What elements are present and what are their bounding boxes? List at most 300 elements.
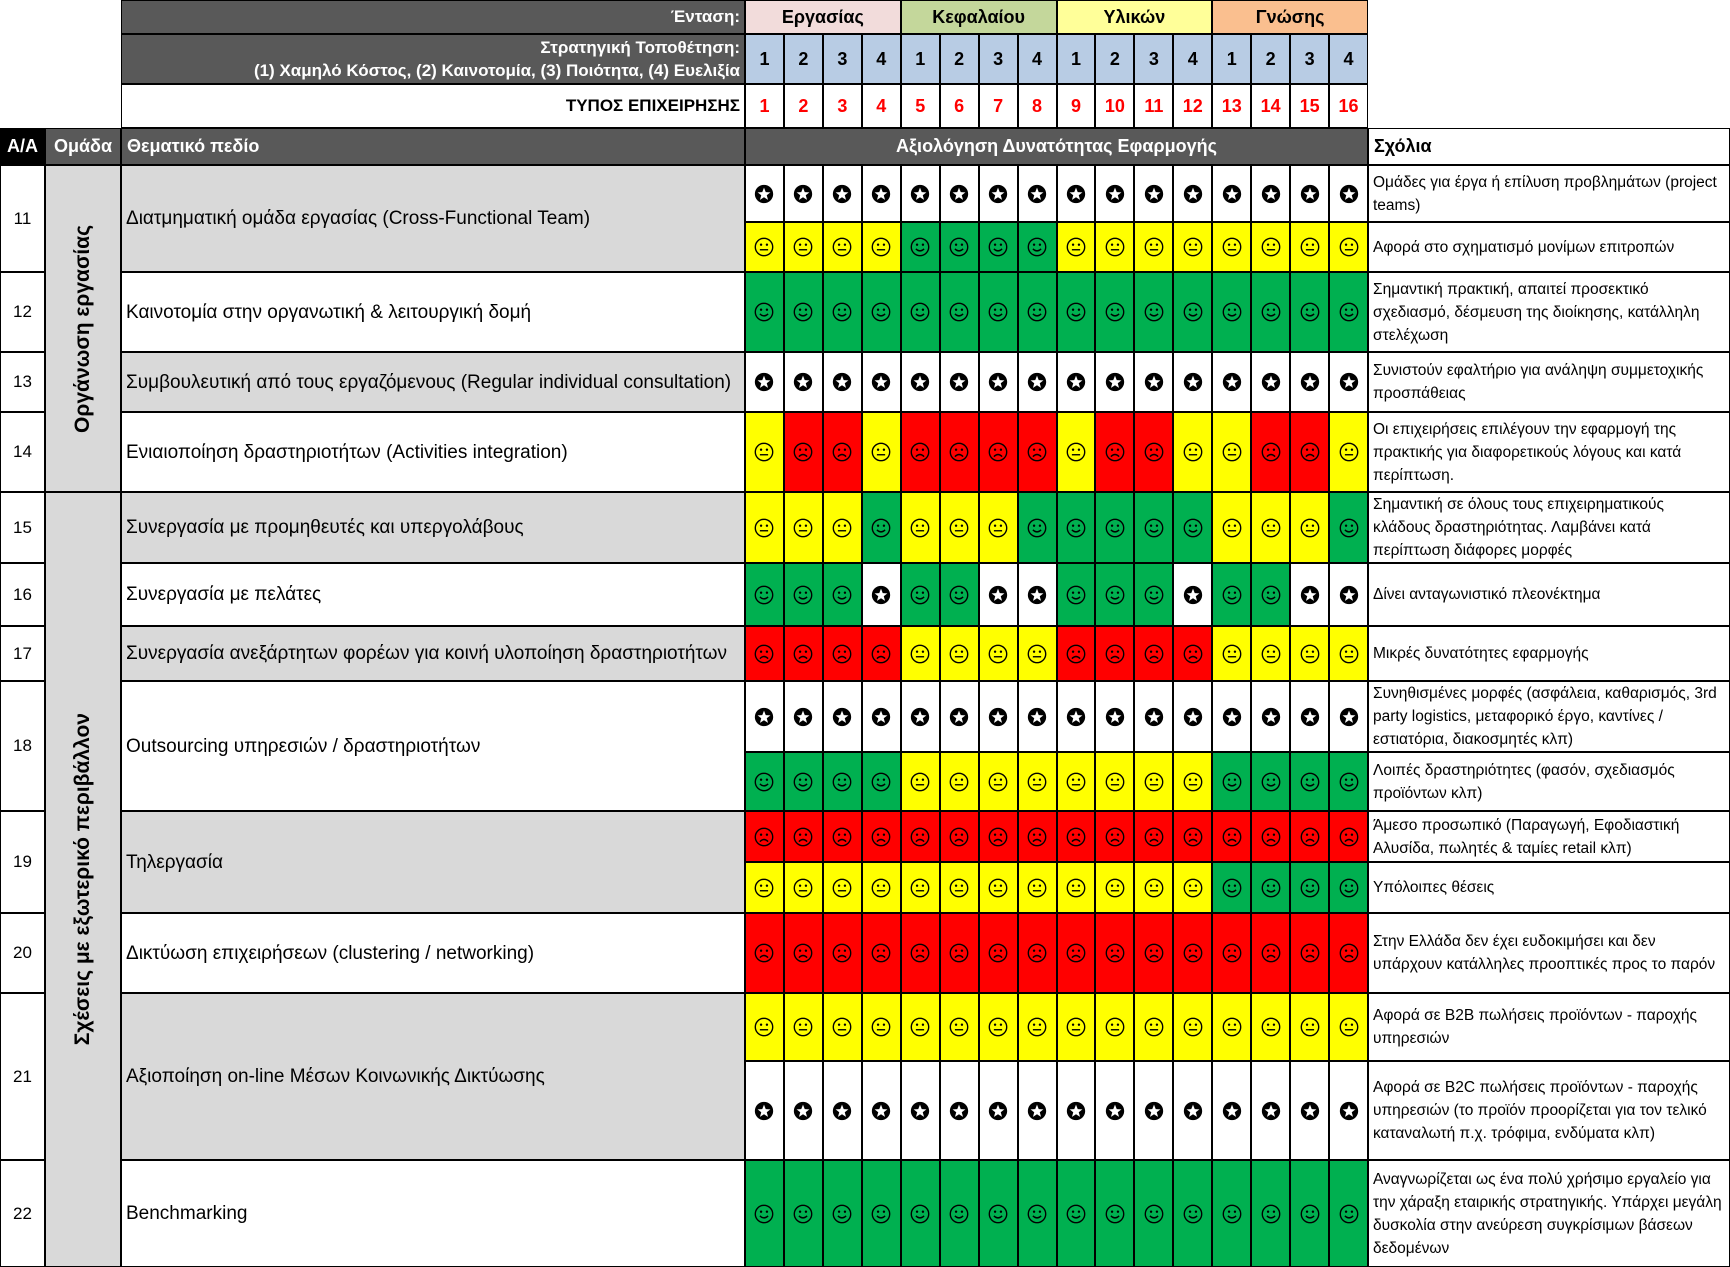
rating-cell bbox=[1057, 412, 1096, 492]
neutral-face-icon bbox=[1299, 643, 1321, 665]
neutral-face-icon bbox=[1143, 877, 1165, 899]
star-icon bbox=[1065, 371, 1087, 393]
comment-cell: Οι επιχειρήσεις επιλέγουν την εφαρμογή της πρακτικής για διαφορετικούς λόγους και κατά περίπτωση. bbox=[1368, 412, 1730, 492]
neutral-face-icon bbox=[909, 517, 931, 539]
rating-cell bbox=[1095, 626, 1134, 681]
neutral-face-icon bbox=[870, 877, 892, 899]
row-number: 18 bbox=[0, 681, 45, 811]
neutral-face-icon bbox=[987, 771, 1009, 793]
strategic-number: 1 bbox=[1057, 34, 1096, 84]
frown-icon bbox=[831, 942, 853, 964]
strategic-number: 1 bbox=[901, 34, 940, 84]
strategic-number: 2 bbox=[940, 34, 979, 84]
strategic-number: 2 bbox=[1095, 34, 1134, 84]
comment-cell: Άμεσο προσωπικό (Παραγωγή, Εφοδιαστική Αλυσίδα, πωλητές & ταμίες retail κλπ) bbox=[1368, 811, 1730, 862]
rating-cell bbox=[940, 681, 979, 752]
frown-icon bbox=[1026, 441, 1048, 463]
rating-cell bbox=[1251, 272, 1290, 352]
rating-cell bbox=[1095, 272, 1134, 352]
topic-cell: Καινοτομία στην οργανωτική & λειτουργική δομή bbox=[121, 272, 745, 352]
neutral-face-icon bbox=[1143, 1016, 1165, 1038]
neutral-face-icon bbox=[1260, 517, 1282, 539]
star-icon bbox=[792, 371, 814, 393]
neutral-face-icon bbox=[1260, 643, 1282, 665]
rating-cell bbox=[901, 222, 940, 272]
business-type-number: 10 bbox=[1095, 84, 1134, 128]
rating-cell bbox=[979, 352, 1018, 412]
rating-cell bbox=[862, 492, 901, 563]
row-number: 14 bbox=[0, 412, 45, 492]
rating-cell bbox=[745, 752, 784, 811]
neutral-face-icon bbox=[870, 1016, 892, 1038]
rating-cell bbox=[1018, 412, 1057, 492]
rating-cell bbox=[1057, 681, 1096, 752]
neutral-face-icon bbox=[831, 877, 853, 899]
rating-cell bbox=[940, 412, 979, 492]
rating-cell bbox=[1290, 681, 1329, 752]
rating-cell bbox=[1018, 222, 1057, 272]
smiley-icon bbox=[831, 1203, 853, 1225]
frown-icon bbox=[1065, 643, 1087, 665]
rating-cell bbox=[784, 1061, 823, 1160]
rating-cell bbox=[823, 1160, 862, 1267]
business-type-number: 3 bbox=[823, 84, 862, 128]
rating-cell bbox=[745, 272, 784, 352]
rating-cell bbox=[745, 1160, 784, 1267]
rating-cell bbox=[1095, 352, 1134, 412]
business-type-number: 12 bbox=[1173, 84, 1212, 128]
rating-cell bbox=[1095, 222, 1134, 272]
rating-cell bbox=[1057, 913, 1096, 993]
rating-cell bbox=[1057, 563, 1096, 626]
star-icon bbox=[1104, 706, 1126, 728]
star-icon bbox=[1065, 706, 1087, 728]
row-number: 13 bbox=[0, 352, 45, 412]
rating-cell bbox=[940, 222, 979, 272]
neutral-face-icon bbox=[1182, 877, 1204, 899]
rating-cell bbox=[784, 752, 823, 811]
rating-cell bbox=[901, 913, 940, 993]
rating-cell bbox=[1173, 492, 1212, 563]
star-icon bbox=[987, 706, 1009, 728]
smiley-icon bbox=[1065, 301, 1087, 323]
frown-icon bbox=[792, 643, 814, 665]
frown-icon bbox=[1026, 942, 1048, 964]
strategic-number: 4 bbox=[1329, 34, 1368, 84]
rating-cell bbox=[1251, 165, 1290, 222]
group-cell bbox=[45, 492, 121, 1267]
rating-cell bbox=[784, 492, 823, 563]
intensity-group-3: Υλικών bbox=[1057, 0, 1213, 34]
rating-cell bbox=[1057, 862, 1096, 913]
star-icon bbox=[870, 371, 892, 393]
rating-cell bbox=[1173, 752, 1212, 811]
rating-cell bbox=[1290, 993, 1329, 1061]
rating-cell bbox=[940, 1061, 979, 1160]
smiley-icon bbox=[1143, 301, 1165, 323]
star-icon bbox=[870, 584, 892, 606]
rating-cell bbox=[1290, 913, 1329, 993]
star-icon bbox=[831, 1100, 853, 1122]
row-number: 11 bbox=[0, 165, 45, 272]
star-icon bbox=[1299, 584, 1321, 606]
rating-cell bbox=[1329, 272, 1368, 352]
rating-cell bbox=[1057, 1061, 1096, 1160]
rating-cell bbox=[1173, 913, 1212, 993]
rating-cell bbox=[745, 492, 784, 563]
neutral-face-icon bbox=[1221, 441, 1243, 463]
strategic-number: 2 bbox=[1251, 34, 1290, 84]
rating-cell bbox=[1329, 412, 1368, 492]
frown-icon bbox=[1104, 441, 1126, 463]
smiley-icon bbox=[1104, 301, 1126, 323]
frown-icon bbox=[1299, 441, 1321, 463]
star-icon bbox=[1299, 183, 1321, 205]
rating-cell bbox=[1329, 352, 1368, 412]
rating-cell bbox=[1251, 913, 1290, 993]
neutral-face-icon bbox=[987, 643, 1009, 665]
star-icon bbox=[831, 371, 853, 393]
rating-cell bbox=[1212, 862, 1251, 913]
business-type-number: 15 bbox=[1290, 84, 1329, 128]
frown-icon bbox=[1182, 826, 1204, 848]
frown-icon bbox=[792, 826, 814, 848]
rating-cell bbox=[1134, 272, 1173, 352]
star-icon bbox=[909, 371, 931, 393]
comment-cell: Συνιστούν εφαλτήριο για ανάληψη συμμετοχικής προσπάθειας bbox=[1368, 352, 1730, 412]
rating-cell bbox=[1251, 681, 1290, 752]
neutral-face-icon bbox=[1104, 877, 1126, 899]
rating-cell bbox=[1251, 222, 1290, 272]
rating-cell bbox=[901, 165, 940, 222]
star-icon bbox=[1143, 183, 1165, 205]
star-icon bbox=[753, 183, 775, 205]
col-header-topic: Θεματικό πεδίο bbox=[121, 128, 745, 165]
star-icon bbox=[948, 706, 970, 728]
star-icon bbox=[909, 183, 931, 205]
rating-cell bbox=[1018, 492, 1057, 563]
rating-cell bbox=[1329, 1160, 1368, 1267]
business-type-number: 4 bbox=[862, 84, 901, 128]
rating-cell bbox=[979, 752, 1018, 811]
business-type-number: 13 bbox=[1212, 84, 1251, 128]
rating-cell bbox=[1057, 993, 1096, 1061]
frown-icon bbox=[1104, 643, 1126, 665]
neutral-face-icon bbox=[1143, 771, 1165, 793]
smiley-icon bbox=[1299, 1203, 1321, 1225]
rating-cell bbox=[1329, 165, 1368, 222]
rating-cell bbox=[979, 222, 1018, 272]
rating-cell bbox=[784, 626, 823, 681]
topic-cell: Διατμηματική ομάδα εργασίας (Cross-Functional Team) bbox=[121, 165, 745, 272]
group-cell bbox=[45, 165, 121, 492]
smiley-icon bbox=[792, 771, 814, 793]
smiley-icon bbox=[1026, 236, 1048, 258]
rating-cell bbox=[1018, 752, 1057, 811]
frown-icon bbox=[1065, 826, 1087, 848]
rating-cell bbox=[1018, 913, 1057, 993]
rating-cell bbox=[1095, 563, 1134, 626]
frown-icon bbox=[753, 643, 775, 665]
rating-cell bbox=[823, 993, 862, 1061]
topic-cell: Συνεργασία με προμηθευτές και υπεργολάβους bbox=[121, 492, 745, 563]
neutral-face-icon bbox=[1065, 771, 1087, 793]
rating-cell bbox=[1290, 626, 1329, 681]
rating-cell bbox=[1173, 681, 1212, 752]
rating-cell bbox=[1018, 626, 1057, 681]
frown-icon bbox=[1221, 826, 1243, 848]
rating-cell bbox=[1290, 165, 1329, 222]
star-icon bbox=[1026, 371, 1048, 393]
rating-cell bbox=[1018, 1160, 1057, 1267]
rating-cell bbox=[1018, 165, 1057, 222]
topic-cell: Outsourcing υπηρεσιών / δραστηριοτήτων bbox=[121, 681, 745, 811]
rating-cell bbox=[862, 1061, 901, 1160]
smiley-icon bbox=[1221, 584, 1243, 606]
rating-cell bbox=[1018, 352, 1057, 412]
row-number: 21 bbox=[0, 993, 45, 1160]
rating-cell bbox=[1057, 492, 1096, 563]
rating-cell bbox=[1057, 352, 1096, 412]
smiley-icon bbox=[870, 771, 892, 793]
rating-cell bbox=[1057, 165, 1096, 222]
neutral-face-icon bbox=[870, 236, 892, 258]
neutral-face-icon bbox=[948, 1016, 970, 1038]
smiley-icon bbox=[870, 1203, 892, 1225]
smiley-icon bbox=[831, 301, 853, 323]
rating-cell bbox=[979, 913, 1018, 993]
star-icon bbox=[1338, 183, 1360, 205]
frown-icon bbox=[1299, 942, 1321, 964]
rating-cell bbox=[784, 165, 823, 222]
rating-cell bbox=[784, 862, 823, 913]
smiley-icon bbox=[1143, 1203, 1165, 1225]
smiley-icon bbox=[1065, 517, 1087, 539]
neutral-face-icon bbox=[753, 877, 775, 899]
rating-cell bbox=[823, 272, 862, 352]
rating-cell bbox=[1134, 412, 1173, 492]
neutral-face-icon bbox=[1299, 517, 1321, 539]
rating-cell bbox=[1095, 492, 1134, 563]
rating-cell bbox=[862, 993, 901, 1061]
rating-cell bbox=[823, 352, 862, 412]
frown-icon bbox=[831, 643, 853, 665]
neutral-face-icon bbox=[1221, 517, 1243, 539]
rating-cell bbox=[784, 412, 823, 492]
business-type-number: 14 bbox=[1251, 84, 1290, 128]
rating-cell bbox=[1212, 352, 1251, 412]
rating-cell bbox=[1173, 272, 1212, 352]
intensity-group-4: Γνώσης bbox=[1212, 0, 1368, 34]
comment-cell: Αφορά σε B2C πωλήσεις προϊόντων - παροχής υπηρεσιών (το προϊόν προορίζεται για τον τελικό καταναλωτή π.χ. τρόφιμα, ενδύματα κλπ) bbox=[1368, 1061, 1730, 1160]
star-icon bbox=[1299, 706, 1321, 728]
star-icon bbox=[1065, 1100, 1087, 1122]
rating-cell bbox=[1134, 352, 1173, 412]
smiley-icon bbox=[1221, 877, 1243, 899]
star-icon bbox=[1143, 706, 1165, 728]
rating-cell bbox=[862, 862, 901, 913]
frown-icon bbox=[792, 441, 814, 463]
rating-cell bbox=[1018, 1061, 1057, 1160]
topic-cell: Συνεργασία με πελάτες bbox=[121, 563, 745, 626]
star-icon bbox=[948, 1100, 970, 1122]
neutral-face-icon bbox=[1260, 236, 1282, 258]
frown-icon bbox=[753, 942, 775, 964]
star-icon bbox=[909, 1100, 931, 1122]
smiley-icon bbox=[948, 1203, 970, 1225]
row-number: 12 bbox=[0, 272, 45, 352]
rating-cell bbox=[1095, 1160, 1134, 1267]
rating-cell bbox=[1251, 412, 1290, 492]
rating-cell bbox=[1290, 1061, 1329, 1160]
rating-cell bbox=[940, 1160, 979, 1267]
topic-cell: Αξιοποίηση on-line Μέσων Κοινωνικής Δικτύωσης bbox=[121, 993, 745, 1160]
rating-cell bbox=[1329, 913, 1368, 993]
rating-cell bbox=[979, 811, 1018, 862]
strategic-label-line2: (1) Χαμηλό Κόστος, (2) Καινοτομία, (3) Ποιότητα, (4) Ευελιξία bbox=[253, 61, 740, 80]
rating-cell bbox=[1329, 1061, 1368, 1160]
rating-cell bbox=[823, 165, 862, 222]
frown-icon bbox=[1260, 441, 1282, 463]
group-label: Οργάνωση εργασίας bbox=[71, 224, 94, 433]
neutral-face-icon bbox=[1026, 771, 1048, 793]
rating-cell bbox=[901, 681, 940, 752]
rating-cell bbox=[784, 913, 823, 993]
frown-icon bbox=[1260, 826, 1282, 848]
strategic-label-line1: Στρατηγική Τοποθέτηση: bbox=[540, 38, 740, 57]
rating-cell bbox=[1134, 626, 1173, 681]
business-type-number: 8 bbox=[1018, 84, 1057, 128]
comment-cell: Αφορά σε B2B πωλήσεις προϊόντων - παροχής υπηρεσιών bbox=[1368, 993, 1730, 1061]
neutral-face-icon bbox=[1182, 236, 1204, 258]
row-number: 15 bbox=[0, 492, 45, 563]
neutral-face-icon bbox=[1338, 236, 1360, 258]
rating-cell bbox=[1212, 681, 1251, 752]
rating-cell bbox=[1251, 811, 1290, 862]
rating-cell bbox=[1329, 811, 1368, 862]
frown-icon bbox=[909, 441, 931, 463]
business-type-label: ΤΥΠΟΣ ΕΠΙΧΕΙΡΗΣΗΣ bbox=[121, 84, 745, 128]
rating-cell bbox=[823, 811, 862, 862]
rating-cell bbox=[979, 492, 1018, 563]
rating-cell bbox=[1057, 272, 1096, 352]
neutral-face-icon bbox=[792, 236, 814, 258]
rating-cell bbox=[1212, 492, 1251, 563]
rating-cell bbox=[940, 165, 979, 222]
rating-cell bbox=[1212, 222, 1251, 272]
neutral-face-icon bbox=[1221, 1016, 1243, 1038]
rating-cell bbox=[1018, 993, 1057, 1061]
row-number: 17 bbox=[0, 626, 45, 681]
rating-cell bbox=[1134, 222, 1173, 272]
rating-cell bbox=[1251, 1061, 1290, 1160]
smiley-icon bbox=[1299, 877, 1321, 899]
rating-cell bbox=[1173, 1160, 1212, 1267]
rating-cell bbox=[1290, 563, 1329, 626]
smiley-icon bbox=[1182, 1203, 1204, 1225]
frown-icon bbox=[1065, 942, 1087, 964]
smiley-icon bbox=[909, 301, 931, 323]
star-icon bbox=[987, 1100, 1009, 1122]
smiley-icon bbox=[1065, 584, 1087, 606]
rating-cell bbox=[1057, 222, 1096, 272]
rating-cell bbox=[1290, 272, 1329, 352]
rating-cell bbox=[862, 165, 901, 222]
smiley-icon bbox=[831, 771, 853, 793]
rating-cell bbox=[1134, 862, 1173, 913]
smiley-icon bbox=[792, 1203, 814, 1225]
rating-cell bbox=[901, 993, 940, 1061]
rating-cell bbox=[940, 811, 979, 862]
row-number: 22 bbox=[0, 1160, 45, 1267]
star-icon bbox=[831, 706, 853, 728]
business-type-number: 2 bbox=[784, 84, 823, 128]
star-icon bbox=[1143, 371, 1165, 393]
business-type-number: 9 bbox=[1057, 84, 1096, 128]
rating-cell bbox=[1212, 626, 1251, 681]
rating-cell bbox=[862, 272, 901, 352]
rating-cell bbox=[1329, 492, 1368, 563]
star-icon bbox=[1260, 371, 1282, 393]
rating-cell bbox=[1290, 1160, 1329, 1267]
rating-cell bbox=[1057, 1160, 1096, 1267]
comment-cell: Στην Ελλάδα δεν έχει ευδοκιμήσει και δεν υπάρχουν κατάλληλες προοπτικές προς το παρόν bbox=[1368, 913, 1730, 993]
frown-icon bbox=[1104, 942, 1126, 964]
rating-cell bbox=[862, 222, 901, 272]
star-icon bbox=[753, 1100, 775, 1122]
rating-cell bbox=[862, 752, 901, 811]
neutral-face-icon bbox=[870, 441, 892, 463]
rating-cell bbox=[1290, 811, 1329, 862]
smiley-icon bbox=[1338, 771, 1360, 793]
rating-cell bbox=[1095, 752, 1134, 811]
strategic-number: 2 bbox=[784, 34, 823, 84]
rating-cell bbox=[1095, 811, 1134, 862]
rating-cell bbox=[784, 1160, 823, 1267]
frown-icon bbox=[831, 441, 853, 463]
business-type-number: 16 bbox=[1329, 84, 1368, 128]
rating-cell bbox=[1173, 222, 1212, 272]
star-icon bbox=[870, 1100, 892, 1122]
rating-cell bbox=[940, 272, 979, 352]
rating-cell bbox=[862, 412, 901, 492]
strategic-number: 4 bbox=[1173, 34, 1212, 84]
rating-cell bbox=[1018, 563, 1057, 626]
rating-cell bbox=[1212, 1061, 1251, 1160]
neutral-face-icon bbox=[909, 643, 931, 665]
star-icon bbox=[831, 183, 853, 205]
smiley-icon bbox=[753, 301, 775, 323]
rating-cell bbox=[1134, 681, 1173, 752]
rating-cell bbox=[1173, 993, 1212, 1061]
star-icon bbox=[792, 706, 814, 728]
frown-icon bbox=[987, 942, 1009, 964]
strategic-number: 4 bbox=[1018, 34, 1057, 84]
smiley-icon bbox=[1182, 301, 1204, 323]
business-type-number: 6 bbox=[940, 84, 979, 128]
rating-cell bbox=[940, 626, 979, 681]
rating-cell bbox=[1134, 492, 1173, 563]
star-icon bbox=[1338, 371, 1360, 393]
star-icon bbox=[753, 371, 775, 393]
star-icon bbox=[1338, 706, 1360, 728]
neutral-face-icon bbox=[1182, 771, 1204, 793]
smiley-icon bbox=[1143, 584, 1165, 606]
comment-cell: Σημαντική σε όλους τους επιχειρηματικούς κλάδους δραστηριότητας. Λαμβάνει κατά περίπτωση διάφορες μορφές bbox=[1368, 492, 1730, 563]
neutral-face-icon bbox=[1182, 1016, 1204, 1038]
frown-icon bbox=[1104, 826, 1126, 848]
smiley-icon bbox=[1260, 301, 1282, 323]
